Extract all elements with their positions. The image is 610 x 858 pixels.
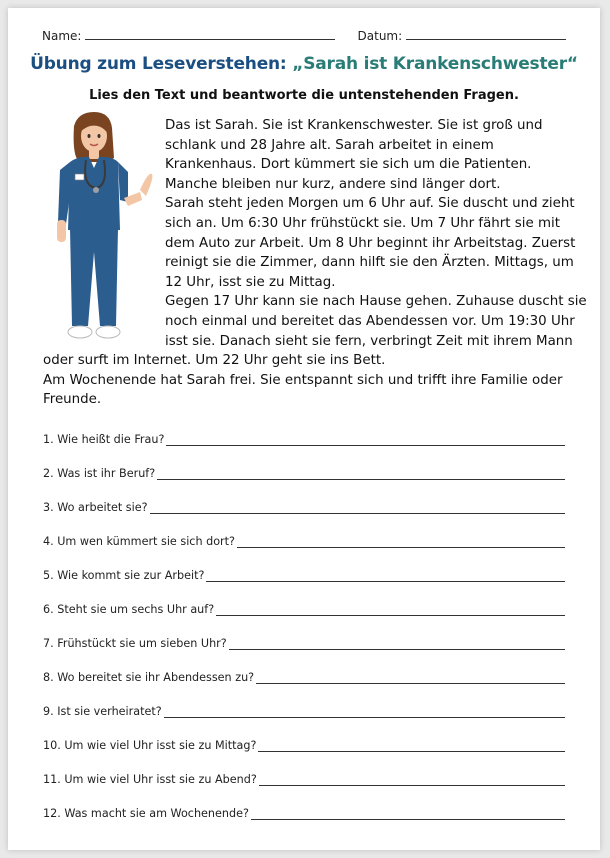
question-text: 7. Frühstückt sie um sieben Uhr? xyxy=(43,637,227,650)
question-text: 8. Wo bereitet sie ihr Abendessen zu? xyxy=(43,671,255,684)
date-blank[interactable] xyxy=(406,28,566,40)
answer-line[interactable] xyxy=(237,536,565,548)
question-text: 6. Steht sie um sechs Uhr auf? xyxy=(43,603,215,616)
title-part1: Übung zum Leseverstehen: xyxy=(30,54,287,74)
worksheet-page xyxy=(8,8,600,850)
worksheet-title xyxy=(8,54,600,74)
answer-line[interactable] xyxy=(166,434,565,446)
question-item[interactable] xyxy=(43,498,565,514)
text-line: Krankenhaus. Dort kümmert sie sich um die Patienten. xyxy=(165,157,532,173)
text-line: Sarah steht jeden Morgen um 6 Uhr auf. Sie duscht und zieht xyxy=(165,196,575,212)
answer-line[interactable] xyxy=(164,706,565,718)
question-item[interactable] xyxy=(43,532,565,548)
question-text: 2. Was ist ihr Beruf? xyxy=(43,467,156,480)
text-line: sich an. Um 6:30 Uhr frühstückt sie. Um 7 Uhr fährt sie mit xyxy=(165,216,561,231)
text-line: Gegen 17 Uhr kann sie nach Hause gehen. Zuhause duscht sie xyxy=(165,294,587,310)
date-field[interactable] xyxy=(358,28,566,43)
question-text: 3. Wo arbeitet sie? xyxy=(43,501,148,514)
question-item[interactable] xyxy=(43,736,565,752)
title-part2: „Sarah ist Krankenschwester“ xyxy=(292,54,578,74)
question-item[interactable] xyxy=(43,566,565,582)
answer-line[interactable] xyxy=(150,502,565,514)
question-text: 1. Wie heißt die Frau? xyxy=(43,433,165,446)
question-item[interactable] xyxy=(43,668,565,684)
question-item[interactable] xyxy=(43,600,565,616)
question-item[interactable] xyxy=(43,464,565,480)
text-line: noch einmal und bereitet das Abendessen vor. Um 19:30 Uhr xyxy=(165,314,575,329)
question-item[interactable] xyxy=(43,770,565,786)
question-text: 9. Ist sie verheiratet? xyxy=(43,705,162,718)
answer-line[interactable] xyxy=(157,468,565,480)
question-text: 4. Um wen kümmert sie sich dort? xyxy=(43,535,235,548)
answer-line[interactable] xyxy=(229,638,565,650)
answer-line[interactable] xyxy=(206,570,565,582)
text-line: Am Wochenende hat Sarah frei. Sie entspannt sich und trifft ihre Familie oder xyxy=(43,372,563,388)
nurse-illustration xyxy=(44,112,154,348)
header-fields xyxy=(42,28,566,43)
answer-line[interactable] xyxy=(256,672,565,684)
question-text: 5. Wie kommt sie zur Arbeit? xyxy=(43,569,205,582)
text-line: Manche bleiben nur kurz, andere sind länger dort. xyxy=(165,176,501,192)
instruction: Lies den Text und beantworte die untenstehenden Fragen. xyxy=(89,88,519,103)
question-text: 11. Um wie viel Uhr isst sie zu Abend? xyxy=(43,773,257,786)
text-line: Freunde. xyxy=(43,392,102,408)
question-text: 10. Um wie viel Uhr isst sie zu Mittag? xyxy=(43,739,257,752)
answer-line[interactable] xyxy=(258,740,565,752)
question-item[interactable] xyxy=(43,804,565,820)
text-line: 12 Uhr, isst sie zu Mittag. xyxy=(165,274,336,290)
question-item[interactable] xyxy=(43,430,565,446)
name-blank[interactable] xyxy=(85,28,335,40)
text-line: reinigt sie die Zimmer, dann hilft sie den Ärzten. Mittags, um xyxy=(165,255,574,271)
question-text: 12. Was macht sie am Wochenende? xyxy=(43,807,249,820)
answer-line[interactable] xyxy=(259,774,565,786)
question-item[interactable] xyxy=(43,634,565,650)
date-label: Datum: xyxy=(357,29,403,43)
answer-line[interactable] xyxy=(251,808,565,820)
name-field[interactable] xyxy=(42,28,335,43)
question-item[interactable] xyxy=(43,702,565,718)
answer-line[interactable] xyxy=(216,604,565,616)
name-label: Name: xyxy=(42,29,82,43)
text-line: isst sie. Danach sieht sie fern, verbringt Zeit mit ihrem Mann xyxy=(165,333,573,349)
text-line: oder surft im Internet. Um 22 Uhr geht sie ins Bett. xyxy=(43,353,386,369)
text-line: Das ist Sarah. Sie ist Krankenschwester. Sie ist groß und xyxy=(165,118,543,133)
text-line: schlank und 28 Jahre alt. Sarah arbeitet in einem xyxy=(165,137,494,153)
text-line: dem Auto zur Arbeit. Um 8 Uhr beginnt ihr Arbeitstag. Zuerst xyxy=(165,235,576,251)
